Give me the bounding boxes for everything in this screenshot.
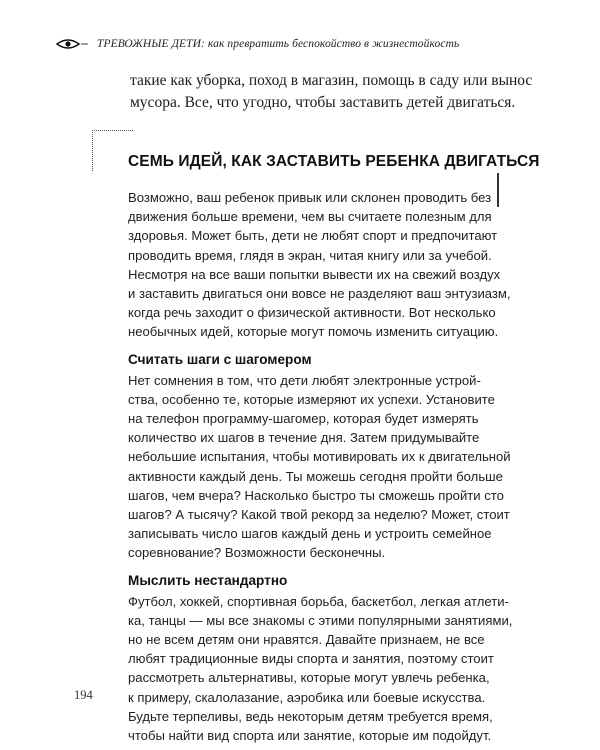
eye-icon: [55, 37, 89, 51]
running-title: ТРЕВОЖНЫЕ ДЕТИ: как превратить беспокойство в жизнестойкость: [97, 38, 460, 50]
section-heading-steps: Считать шаги с шагомером: [128, 351, 312, 367]
text-line: активности каждый день. Ты можешь сегодня пройти больше: [128, 468, 503, 484]
text-line: Возможно, ваш ребенок привык или склонен проводить без: [128, 190, 492, 205]
section-heading-think-different: Мыслить нестандартно: [128, 572, 288, 588]
text-line: когда речь заходит о физической активности. Вот несколько: [128, 305, 496, 321]
page-number: 194: [74, 688, 93, 702]
text-line: чтобы найти вид спорта или занятие, которые им подойдут.: [128, 728, 492, 744]
text-line: количество их шагов в течение дня. Затем придумывайте: [128, 430, 480, 446]
text-line: мусора. Все, что угодно, чтобы заставить детей двигаться.: [130, 94, 516, 111]
text-line: ка, танцы — мы все знакомы с этими популярными занятиями,: [128, 612, 513, 628]
sidebar-intro-paragraph: [128, 188, 511, 342]
text-line: соревнование? Возможности бесконечны.: [128, 545, 386, 561]
text-line: небольшие испытания, чтобы мотивировать их к двигательной: [128, 449, 511, 465]
text-line: на телефон программу-шагомер, которая будет измерять: [128, 411, 479, 427]
text-line: ства, особенно те, которые измеряют их успехи. Установите: [128, 391, 495, 407]
intro-paragraph: [130, 70, 550, 114]
text-line: Футбол, хоккей, спортивная борьба, баскетбол, легкая атлети-: [128, 593, 509, 609]
text-line: здоровья. Может быть, дети не любят спорт и предпочитают: [128, 228, 498, 244]
sidebar-corner-frame: [92, 130, 133, 171]
text-line: рассмотреть альтернативы, которые могут увлечь ребенка,: [128, 670, 490, 686]
text-line: необычных идей, которые могут помочь изменить ситуацию.: [128, 324, 499, 340]
text-line: такие как уборка, поход в магазин, помощь в саду или вынос: [130, 72, 533, 89]
text-line: и заставить двигаться они вовсе не разделяют ваш энтузиазм,: [128, 286, 511, 302]
text-line: проводить время, глядя в экран, читая книгу или за учебой.: [128, 247, 492, 263]
text-line: шагов, чем вчера? Насколько быстро ты сможешь пройти сто: [128, 487, 504, 503]
sidebar-title: СЕМЬ ИДЕЙ, КАК ЗАСТАВИТЬ РЕБЕНКА ДВИГАТЬСЯ: [128, 153, 540, 170]
text-line: шагов? А тысячу? Какой твой рекорд за неделю? Может, стоит: [128, 507, 510, 523]
section-paragraph-steps: [128, 371, 511, 563]
text-line: записывать число шагов каждый день и устроить семейное: [128, 526, 492, 542]
text-line: любят традиционные виды спорта и занятия, поэтому стоит: [128, 651, 494, 667]
sidebar-box: [128, 152, 540, 745]
text-line: к примеру, скалолазание, аэробика или боевые искусства.: [128, 689, 486, 705]
running-header: [55, 34, 555, 54]
sidebar-rule: [497, 173, 499, 207]
text-line: Несмотря на все ваши попытки вывести их на свежий воздух: [128, 266, 501, 282]
text-line: Будьте терпеливы, ведь некоторым детям требуется время,: [128, 708, 493, 724]
section-paragraph-think-different: [128, 592, 513, 746]
text-line: Нет сомнения в том, что дети любят электронные устрой-: [128, 372, 481, 388]
text-line: движения больше времени, чем вы считаете полезным для: [128, 209, 492, 225]
text-line: но не всем детям они нравятся. Давайте признаем, не все: [128, 632, 485, 648]
